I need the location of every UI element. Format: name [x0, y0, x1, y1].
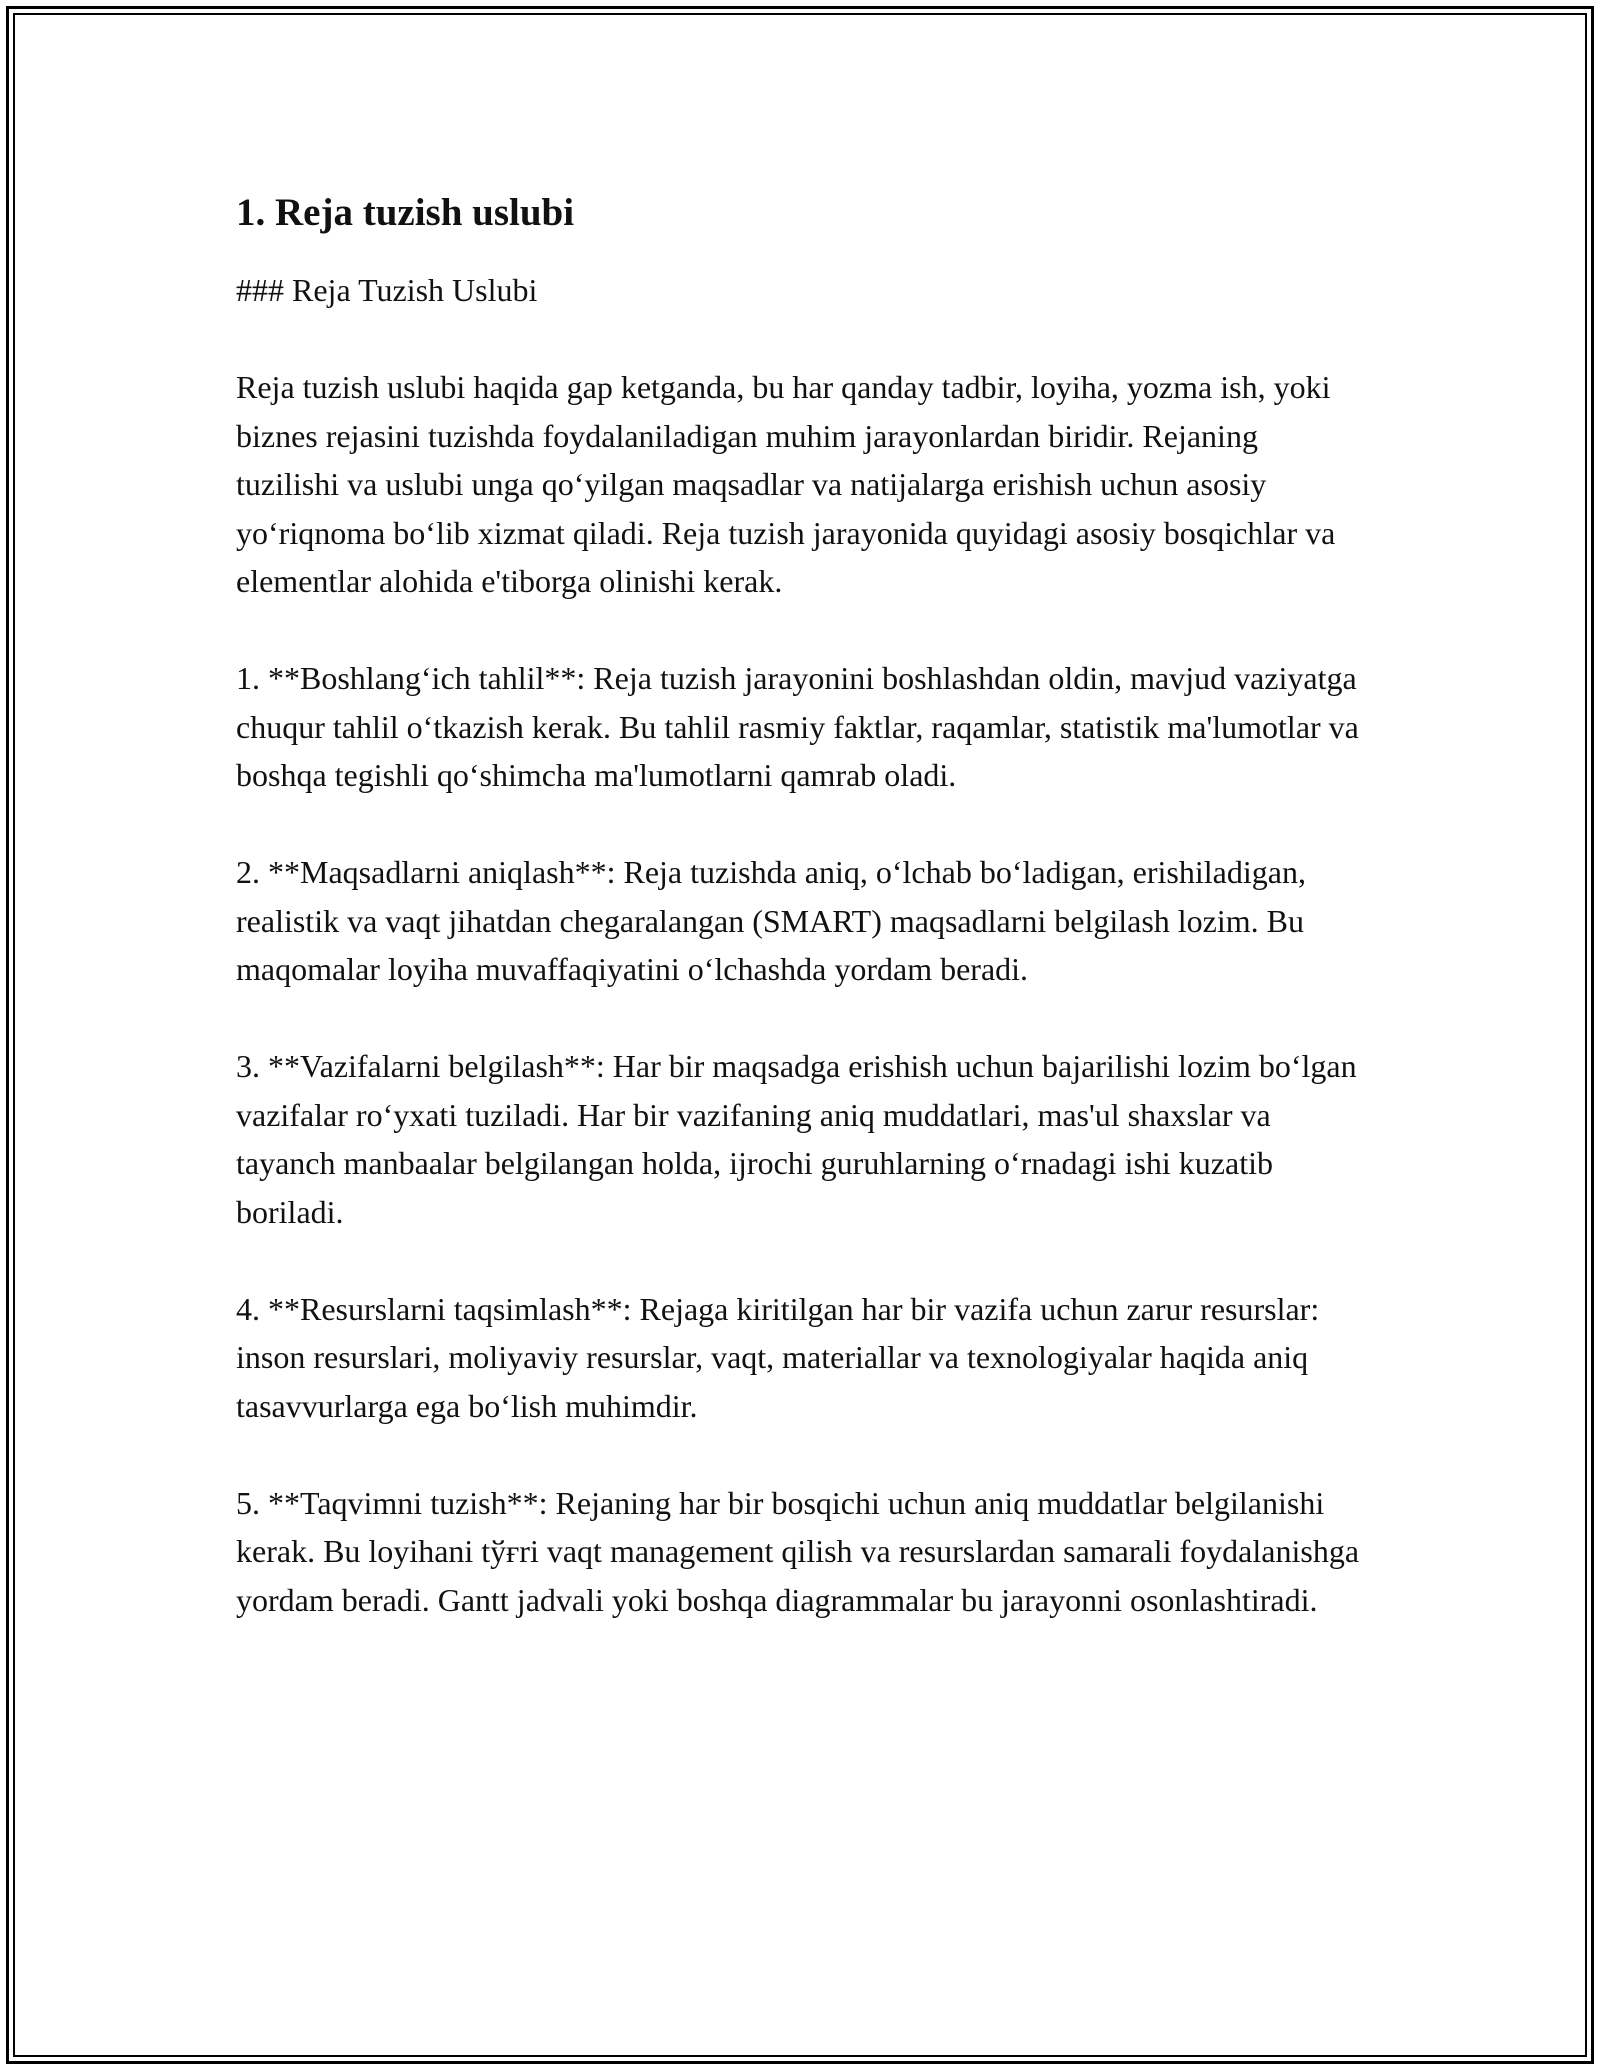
document-body — [236, 186, 1366, 1673]
list-item-2: 2. **Maqsadlarni aniqlash**: Reja tuzishda aniq, o‘lchab bo‘ladigan, erishiladigan, realistik va vaqt jihatdan chegaralangan (SMART) maqsadlarni belgilash lozim. Bu maqomalar loyiha muvaffaqiyatini o‘lchashda yordam beradi. — [236, 854, 1306, 987]
list-item-3: 3. **Vazifalarni belgilash**: Har bir maqsadga erishish uchun bajarilishi lozim bo‘lgan vazifalar ro‘yxati tuziladi. Har bir vazifaning aniq muddatlari, mas'ul shaxslar va tayanch manbaalar belgilangan holda, ijrochi guruhlarning o‘rnadagi ishi kuzatib boriladi. — [236, 1048, 1357, 1230]
subheading-text: ### Reja Tuzish Uslubi — [236, 272, 538, 308]
list-item-4: 4. **Resurslarni taqsimlash**: Rejaga kiritilgan har bir vazifa uchun zarur resurslar: inson resurslari, moliyaviy resurslar, vaqt, materiallar va texnologiyalar haqida aniq tasavvurlarga ega bo‘lish muhimdir. — [236, 1290, 1320, 1424]
intro-paragraph: Reja tuzish uslubi haqida gap ketganda, bu har qanday tadbir, loyiha, yozma ish, yoki biznes rejasini tuzishda foydalaniladigan muhim jarayonlardan biridir. Rejaning tuzilishi va uslubi unga qo‘yilgan maqsadlar va natijalarga erishish uchun asosiy yo‘riqnoma bo‘lib xizmat qiladi. Reja tuzish jarayonida quyidagi asosiy bosqichlar va elementlar alohida e'tiborga olinishi kerak. — [236, 369, 1336, 599]
document-title: 1. Reja tuzish uslubi — [236, 191, 575, 234]
list-item-1: 1. **Boshlang‘ich tahlil**: Reja tuzish jarayonini boshlashdan oldin, mavjud vaziyatga chuqur tahlil o‘tkazish kerak. Bu tahlil rasmiy faktlar, raqamlar, statistik ma'lumotlar va boshqa tegishli qo‘shimcha ma'lumotlarni qamrab oladi. — [236, 660, 1359, 793]
list-item-5: 5. **Taqvimni tuzish**: Rejaning har bir bosqichi uchun aniq muddatlar belgilanishi kerak. Bu loyihani tўғri vaqt management qilish va resurslardan samarali foydalanishga yordam beradi. Gantt jadvali yoki boshqa diagrammalar bu jarayonni osonlashtiradi. — [236, 1484, 1360, 1618]
